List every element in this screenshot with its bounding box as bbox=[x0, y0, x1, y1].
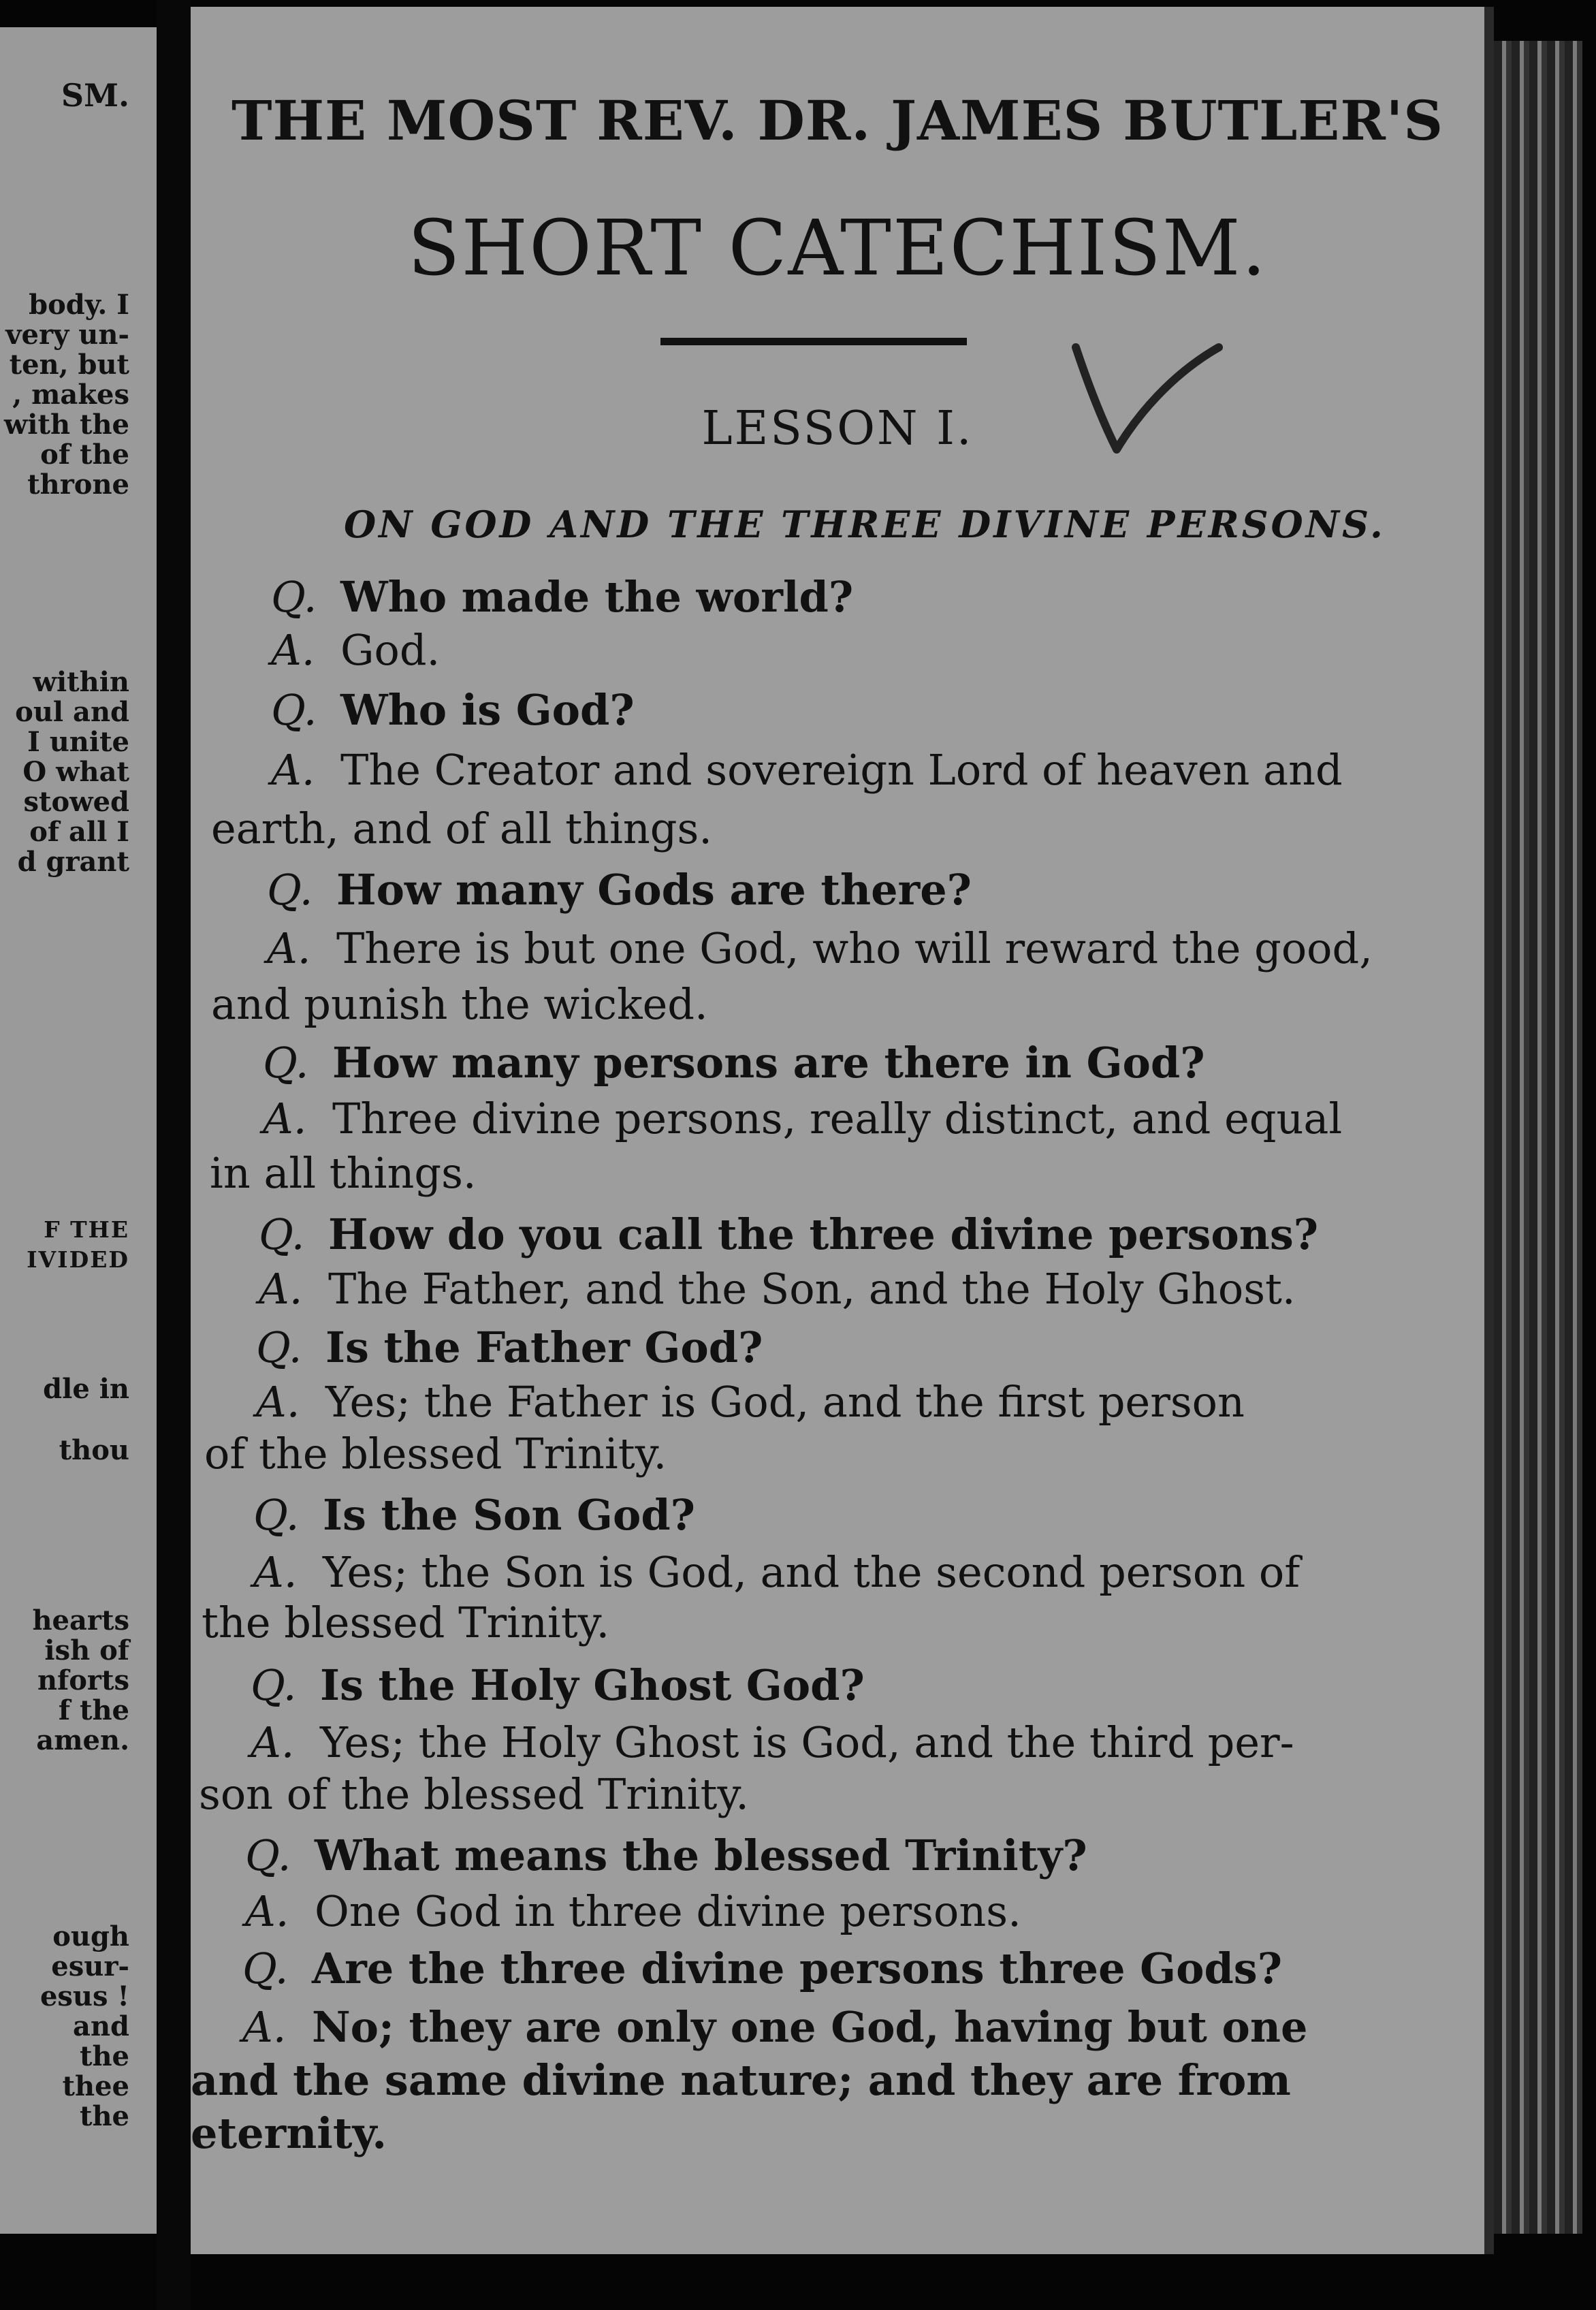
answer-continuation bbox=[191, 1598, 1484, 1654]
left-fragment: amen. bbox=[36, 1724, 129, 1756]
left-fragment: dle in bbox=[43, 1373, 129, 1405]
q-marker: Q. bbox=[253, 1490, 300, 1540]
question-row bbox=[191, 1490, 1484, 1546]
question-text: Who is God? bbox=[340, 685, 635, 735]
previous-page-fragment bbox=[0, 27, 157, 2234]
left-fragment: , makes bbox=[12, 379, 129, 411]
answer-text: Three divine persons, really distinct, and equal bbox=[332, 1094, 1343, 1143]
answer-text: and punish the wicked. bbox=[211, 979, 708, 1029]
a-marker: A. bbox=[263, 1094, 307, 1143]
answer-continuation bbox=[191, 1429, 1484, 1485]
answer-text: The Father, and the Son, and the Holy Ghost. bbox=[328, 1264, 1296, 1314]
title-rule bbox=[660, 338, 967, 345]
left-fragment: ough bbox=[52, 1920, 129, 1952]
q-marker: Q. bbox=[259, 1209, 305, 1259]
author-line: THE MOST REV. DR. JAMES BUTLER'S bbox=[231, 89, 1444, 153]
left-fragment: stowed bbox=[23, 786, 129, 818]
a-marker: A. bbox=[256, 1377, 300, 1427]
answer-text: One God in three divine persons. bbox=[315, 1886, 1021, 1936]
left-fragment: hearts bbox=[32, 1604, 129, 1636]
answer-text: eternity. bbox=[191, 2108, 387, 2158]
page-title: SHORT CATECHISM. bbox=[407, 204, 1268, 293]
left-fragment: I unite bbox=[27, 726, 129, 758]
q-marker: Q. bbox=[245, 1831, 291, 1880]
answer-text: son of the blessed Trinity. bbox=[199, 1769, 749, 1819]
answer-row bbox=[191, 625, 1484, 681]
answer-continuation bbox=[191, 1769, 1484, 1825]
left-fragment: f the bbox=[58, 1694, 129, 1726]
question-text: What means the blessed Trinity? bbox=[315, 1831, 1087, 1880]
answer-continuation bbox=[191, 979, 1484, 1035]
left-fragment: body. I bbox=[29, 289, 129, 321]
handwritten-checkmark-icon bbox=[1055, 320, 1232, 470]
q-marker: Q. bbox=[251, 1660, 297, 1710]
question-text: Is the Son God? bbox=[323, 1490, 696, 1540]
a-marker: A. bbox=[245, 1886, 289, 1936]
answer-continuation bbox=[191, 2055, 1484, 2111]
left-fragment: within bbox=[33, 666, 129, 698]
q-marker: Q. bbox=[267, 865, 313, 915]
answer-text: in all things. bbox=[210, 1148, 477, 1198]
left-fragment: ten, but bbox=[9, 349, 129, 381]
answer-row bbox=[191, 1264, 1484, 1320]
answer-text: There is but one God, who will reward the good, bbox=[336, 923, 1373, 973]
book-gutter bbox=[157, 0, 191, 2310]
question-row bbox=[191, 685, 1484, 741]
left-fragment: with the bbox=[3, 409, 129, 441]
answer-continuation bbox=[191, 804, 1484, 859]
answer-text: earth, and of all things. bbox=[211, 804, 712, 853]
question-row bbox=[191, 1944, 1484, 1999]
answer-text: the blessed Trinity. bbox=[202, 1598, 610, 1647]
q-marker: Q. bbox=[271, 685, 317, 735]
q-marker: Q. bbox=[242, 1944, 289, 1993]
question-row bbox=[191, 1660, 1484, 1716]
answer-row bbox=[191, 1718, 1484, 1773]
question-text: How many Gods are there? bbox=[336, 865, 972, 915]
a-marker: A. bbox=[267, 923, 311, 973]
left-fragment: very un- bbox=[5, 319, 129, 351]
left-fragment: thee bbox=[62, 2070, 129, 2102]
a-marker: A. bbox=[271, 625, 315, 675]
question-row bbox=[191, 1038, 1484, 1094]
answer-text: The Creator and sovereign Lord of heaven and bbox=[340, 745, 1343, 795]
answer-continuation bbox=[191, 1148, 1484, 1204]
left-fragment: esur- bbox=[51, 1950, 129, 1982]
question-row bbox=[191, 1323, 1484, 1378]
a-marker: A. bbox=[271, 745, 315, 795]
answer-text: Yes; the Holy Ghost is God, and the third per- bbox=[320, 1718, 1294, 1767]
answer-row bbox=[191, 1886, 1484, 1942]
answer-row bbox=[191, 1547, 1484, 1603]
answer-text: of the blessed Trinity. bbox=[204, 1429, 667, 1478]
left-fragment: d grant bbox=[17, 846, 129, 878]
left-fragment: the bbox=[79, 2100, 129, 2132]
page-edges bbox=[1494, 41, 1582, 2234]
answer-row bbox=[191, 2002, 1484, 2058]
left-fragment: and bbox=[73, 2010, 129, 2042]
answer-continuation bbox=[191, 2108, 1484, 2164]
answer-text: Yes; the Son is God, and the second person of bbox=[323, 1547, 1300, 1597]
left-fragment: ish of bbox=[44, 1634, 129, 1666]
question-text: How many persons are there in God? bbox=[332, 1038, 1205, 1088]
question-text: Is the Holy Ghost God? bbox=[320, 1660, 865, 1710]
left-fragment: throne bbox=[27, 469, 129, 501]
answer-row bbox=[191, 923, 1484, 979]
left-fragment: oul and bbox=[15, 696, 129, 728]
q-marker: Q. bbox=[271, 572, 317, 622]
answer-text: and the same divine nature; and they are from bbox=[191, 2055, 1291, 2105]
left-fragment: thou bbox=[59, 1434, 129, 1466]
left-fragment: of all I bbox=[29, 816, 129, 848]
answer-row bbox=[191, 1094, 1484, 1150]
answer-row bbox=[191, 1377, 1484, 1433]
lesson-subtitle: ON GOD AND THE THREE DIVINE PERSONS. bbox=[344, 503, 1386, 546]
q-marker: Q. bbox=[256, 1323, 302, 1372]
a-marker: A. bbox=[251, 1718, 295, 1767]
answer-row bbox=[191, 745, 1484, 801]
a-marker: A. bbox=[242, 2002, 287, 2052]
question-text: Who made the world? bbox=[340, 572, 854, 622]
question-text: Is the Father God? bbox=[325, 1323, 763, 1372]
answer-text: No; they are only one God, having but one bbox=[312, 2002, 1308, 2052]
question-text: How do you call the three divine persons? bbox=[328, 1209, 1319, 1259]
left-fragment: esus ! bbox=[39, 1980, 129, 2012]
a-marker: A. bbox=[253, 1547, 298, 1597]
question-row bbox=[191, 572, 1484, 628]
left-fragment: O what bbox=[22, 756, 129, 788]
left-fragment: the bbox=[79, 2040, 129, 2072]
question-text: Are the three divine persons three Gods? bbox=[312, 1944, 1283, 1993]
question-row bbox=[191, 1831, 1484, 1886]
answer-text: God. bbox=[340, 625, 441, 675]
q-marker: Q. bbox=[263, 1038, 309, 1088]
left-fragment: F THE bbox=[44, 1216, 129, 1243]
answer-text: Yes; the Father is God, and the first person bbox=[325, 1377, 1245, 1427]
left-fragment: of the bbox=[40, 439, 129, 471]
left-fragment: IVIDED bbox=[27, 1246, 129, 1273]
question-row bbox=[191, 865, 1484, 921]
left-fragment: SM. bbox=[61, 77, 129, 114]
question-row bbox=[191, 1209, 1484, 1265]
left-fragment: nforts bbox=[37, 1664, 129, 1696]
lesson-number: LESSON I. bbox=[701, 402, 974, 456]
a-marker: A. bbox=[259, 1264, 303, 1314]
catechism-page bbox=[191, 7, 1494, 2254]
